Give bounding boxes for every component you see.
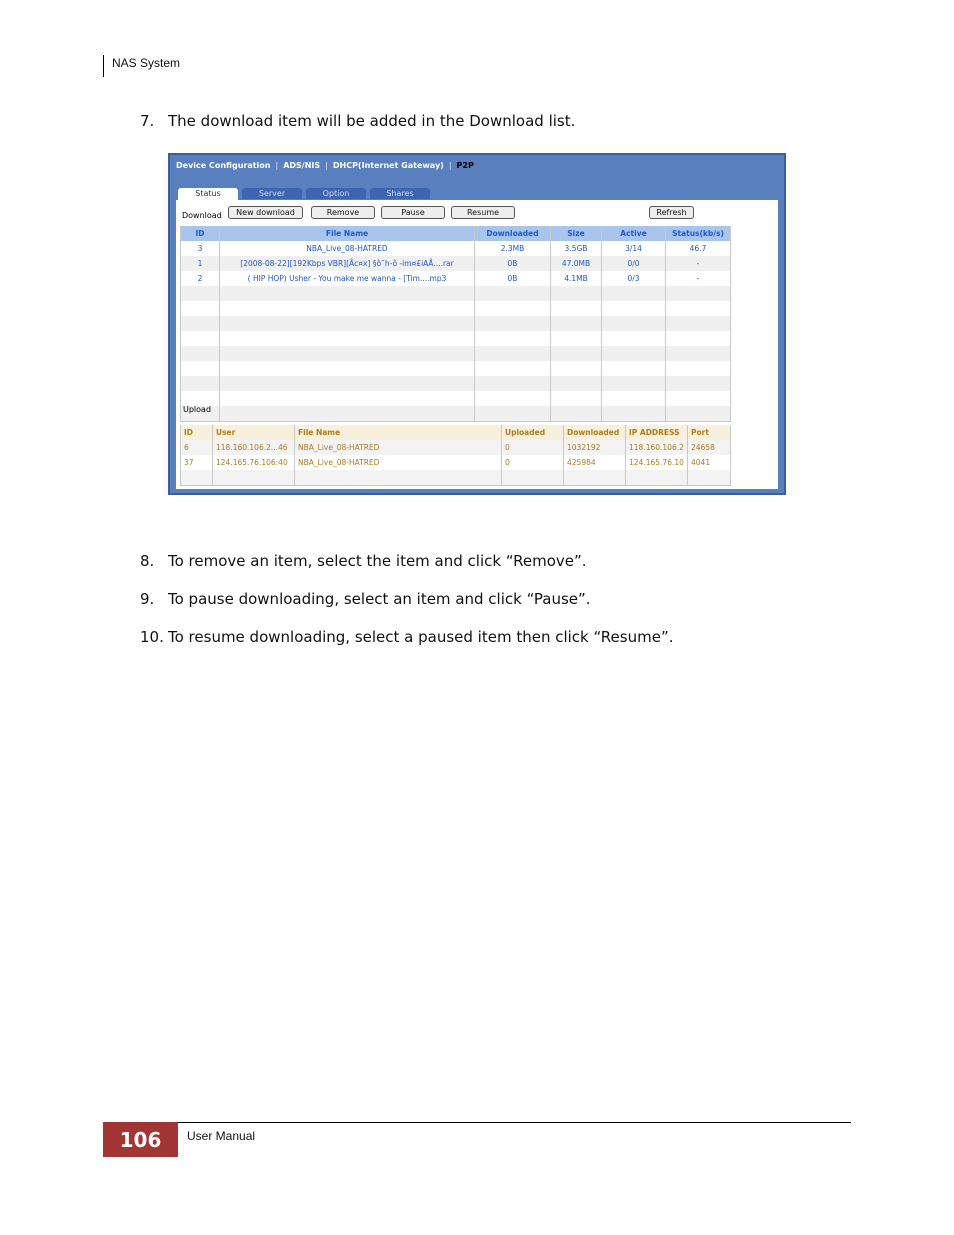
download-table bbox=[180, 226, 731, 422]
tab-status[interactable]: Status bbox=[178, 188, 238, 200]
cell-file-name: NBA_Live_08-HATRED bbox=[220, 241, 475, 256]
nav-ads-nis[interactable]: ADS/NIS bbox=[283, 161, 321, 170]
cell-uploaded: 0 bbox=[502, 440, 564, 455]
column-header[interactable]: Uploaded bbox=[502, 425, 564, 440]
tab-option[interactable]: Option bbox=[306, 188, 366, 199]
column-header[interactable]: File Name bbox=[295, 425, 502, 440]
nav-device-configuration[interactable]: Device Configuration bbox=[176, 161, 271, 170]
cell-downloaded: 1032192 bbox=[564, 440, 626, 455]
cell-active: 0/0 bbox=[602, 256, 666, 271]
step-8 bbox=[140, 552, 587, 570]
empty-row bbox=[181, 316, 731, 331]
column-header[interactable]: Status(kb/s) bbox=[666, 226, 731, 241]
cell-port: 24658 bbox=[688, 440, 731, 455]
step-text: To resume downloading, select a paused item then click “Resume”. bbox=[168, 628, 674, 646]
table-row[interactable] bbox=[181, 241, 731, 256]
nav-dhcp[interactable]: DHCP(Internet Gateway) bbox=[332, 161, 444, 170]
cell-file-name: [2008-08-22][192Kbps VBR][Åc¤x] §ô¯h-ô -im¤£iAÅ....rar bbox=[220, 256, 475, 271]
step-number: 8. bbox=[140, 552, 155, 570]
cell-downloaded: 2.3MB bbox=[475, 241, 551, 256]
empty-row bbox=[181, 361, 731, 376]
step-text: To remove an item, select the item and click “Remove”. bbox=[168, 552, 587, 570]
cell-downloaded: 0B bbox=[475, 271, 551, 286]
step-number: 9. bbox=[140, 590, 155, 608]
cell-id: 37 bbox=[181, 455, 213, 470]
table-row[interactable] bbox=[181, 455, 731, 470]
cell-status: - bbox=[666, 256, 731, 271]
table-row[interactable] bbox=[181, 256, 731, 271]
cell-id: 1 bbox=[181, 256, 220, 271]
page-number: 106 bbox=[103, 1122, 178, 1157]
remove-button[interactable]: Remove bbox=[311, 206, 375, 219]
header-rule bbox=[103, 55, 104, 77]
cell-file-name: NBA_Live_08-HATRED bbox=[295, 440, 502, 455]
column-header[interactable]: ID bbox=[181, 425, 213, 440]
column-header[interactable]: Downloaded bbox=[475, 226, 551, 241]
nav-separator: | bbox=[325, 161, 328, 170]
column-header[interactable]: File Name bbox=[220, 226, 475, 241]
top-nav bbox=[176, 161, 474, 170]
step-9 bbox=[140, 590, 591, 608]
column-header[interactable]: ID bbox=[181, 226, 220, 241]
cell-ip-address: 118.160.106.2 bbox=[626, 440, 688, 455]
cell-active: 3/14 bbox=[602, 241, 666, 256]
empty-row bbox=[181, 346, 731, 361]
upload-table bbox=[180, 425, 731, 486]
new-download-button[interactable]: New download bbox=[228, 206, 303, 219]
column-header[interactable]: Downloaded bbox=[564, 425, 626, 440]
header-title: NAS System bbox=[112, 56, 181, 70]
cell-id: 3 bbox=[181, 241, 220, 256]
tab-server[interactable]: Server bbox=[242, 188, 302, 199]
column-header[interactable]: Port bbox=[688, 425, 731, 440]
p2p-screenshot bbox=[168, 153, 786, 495]
cell-status: - bbox=[666, 271, 731, 286]
cell-user: 118.160.106.2...46 bbox=[213, 440, 295, 455]
cell-status: 46.7 bbox=[666, 241, 731, 256]
empty-row bbox=[181, 301, 731, 316]
nav-separator: | bbox=[275, 161, 279, 170]
cell-downloaded: 425984 bbox=[564, 455, 626, 470]
column-header[interactable]: Size bbox=[551, 226, 602, 241]
empty-row bbox=[181, 470, 731, 486]
upload-label: Upload bbox=[183, 405, 212, 414]
cell-id: 6 bbox=[181, 440, 213, 455]
pause-button[interactable]: Pause bbox=[381, 206, 445, 219]
step-text: To pause downloading, select an item and click “Pause”. bbox=[168, 590, 591, 608]
footer-label: User Manual bbox=[187, 1129, 256, 1143]
cell-size: 47.0MB bbox=[551, 256, 602, 271]
cell-active: 0/3 bbox=[602, 271, 666, 286]
step-10 bbox=[140, 628, 674, 646]
table-header-row bbox=[181, 226, 731, 241]
resume-button[interactable]: Resume bbox=[451, 206, 515, 219]
download-label: Download bbox=[182, 211, 222, 220]
cell-size: 3.5GB bbox=[551, 241, 602, 256]
column-header[interactable]: User bbox=[213, 425, 295, 440]
empty-row bbox=[181, 376, 731, 391]
cell-ip-address: 124.165.76.10 bbox=[626, 455, 688, 470]
step-text: The download item will be added in the Download list. bbox=[168, 112, 576, 130]
step-number: 7. bbox=[140, 112, 155, 130]
cell-port: 4041 bbox=[688, 455, 731, 470]
cell-uploaded: 0 bbox=[502, 455, 564, 470]
step-number: 10. bbox=[140, 628, 164, 646]
table-row[interactable] bbox=[181, 440, 731, 455]
nav-p2p[interactable]: P2P bbox=[456, 161, 474, 170]
column-header[interactable]: Active bbox=[602, 226, 666, 241]
table-row[interactable] bbox=[181, 271, 731, 286]
cell-downloaded: 0B bbox=[475, 256, 551, 271]
empty-row bbox=[181, 286, 731, 301]
cell-file-name: NBA_Live_08-HATRED bbox=[295, 455, 502, 470]
cell-id: 2 bbox=[181, 271, 220, 286]
refresh-button[interactable]: Refresh bbox=[649, 206, 694, 219]
step-7 bbox=[140, 112, 575, 130]
table-header-row bbox=[181, 425, 731, 440]
tab-shares[interactable]: Shares bbox=[370, 188, 430, 199]
footer-rule bbox=[103, 1122, 851, 1123]
status-panel bbox=[176, 200, 778, 489]
cell-size: 4.1MB bbox=[551, 271, 602, 286]
empty-row bbox=[181, 406, 731, 422]
cell-file-name: ( HIP HOP) Usher - You make me wanna - [Tim....mp3 bbox=[220, 271, 475, 286]
cell-user: 124.165.76.106:40 bbox=[213, 455, 295, 470]
empty-row bbox=[181, 331, 731, 346]
column-header[interactable]: IP ADDRESS bbox=[626, 425, 688, 440]
empty-row bbox=[181, 391, 731, 406]
nav-separator: | bbox=[448, 161, 452, 170]
